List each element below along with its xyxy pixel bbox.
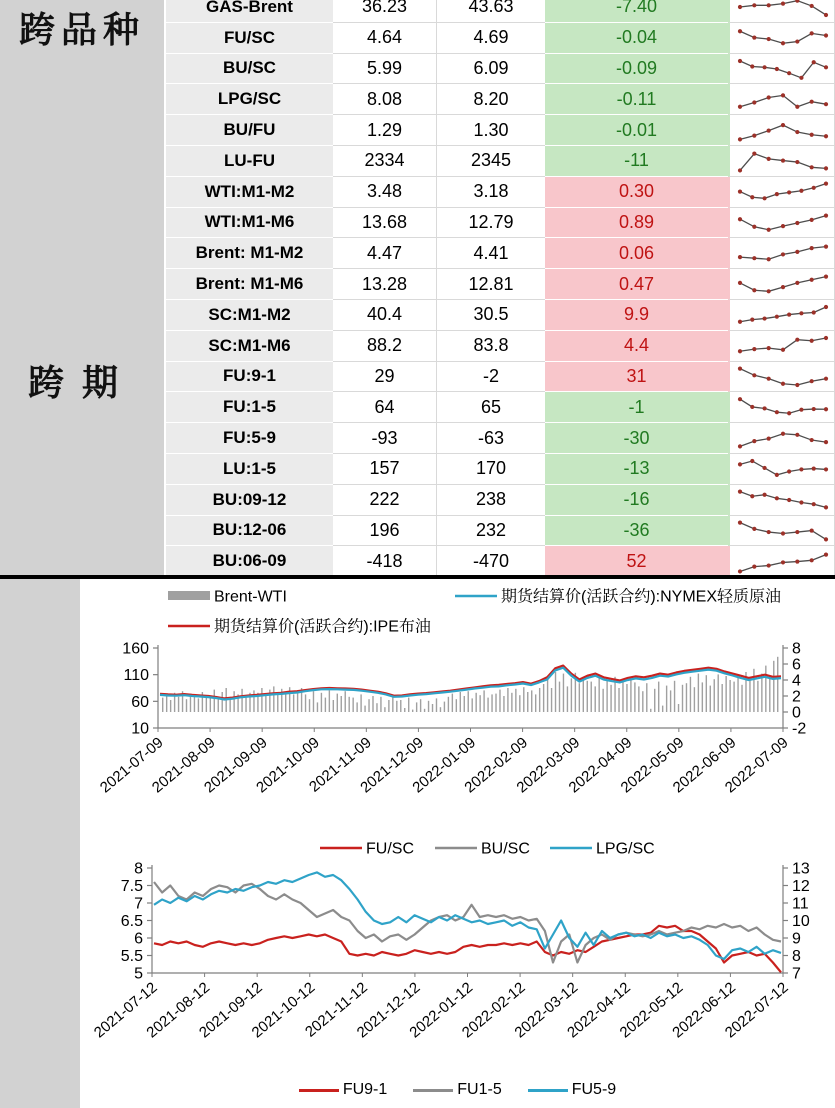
value-current: 1.29 — [333, 115, 437, 146]
table-row — [166, 208, 835, 239]
value-previous: 238 — [437, 485, 545, 516]
value-current: 13.28 — [333, 269, 437, 300]
svg-text:2022-05-12: 2022-05-12 — [616, 979, 687, 1042]
value-change: 52 — [545, 546, 728, 577]
row-label: LU-FU — [166, 146, 333, 177]
value-change: -0.11 — [545, 84, 728, 115]
legend-label: FU9-1 — [342, 1081, 388, 1098]
svg-text:2021-08-12: 2021-08-12 — [143, 979, 214, 1042]
value-change: -11 — [545, 146, 728, 177]
value-previous: 4.69 — [437, 23, 545, 54]
table-row — [166, 177, 835, 208]
svg-text:10: 10 — [131, 720, 149, 738]
table-row — [166, 269, 835, 300]
value-change: 0.06 — [545, 238, 728, 269]
section-column — [0, 0, 166, 577]
svg-text:8: 8 — [792, 948, 801, 965]
sparkline — [730, 454, 834, 483]
svg-text:10: 10 — [792, 913, 810, 930]
sparkline — [730, 362, 834, 391]
svg-text:9: 9 — [792, 930, 801, 948]
value-current: 4.64 — [333, 23, 437, 54]
sparkline-cell — [728, 146, 835, 177]
sparkline-cell — [728, 238, 835, 269]
value-previous: 30.5 — [437, 300, 545, 331]
value-previous: 3.18 — [437, 177, 545, 208]
legend-label: FU5-9 — [571, 1081, 617, 1098]
svg-text:FU/SC: FU/SC — [366, 840, 414, 858]
sparkline-cell — [728, 54, 835, 85]
row-label: BU/FU — [166, 115, 333, 146]
value-change: 0.89 — [545, 208, 728, 239]
row-label: FU/SC — [166, 23, 333, 54]
sparkline-cell — [728, 269, 835, 300]
sparkline — [730, 54, 834, 83]
value-current: 222 — [333, 485, 437, 516]
legend-swatch — [413, 1089, 453, 1092]
sparkline — [730, 485, 834, 514]
svg-text:110: 110 — [123, 667, 149, 685]
sparkline-cell — [728, 115, 835, 146]
svg-text:2021-12-09: 2021-12-09 — [357, 734, 427, 797]
sparkline — [730, 239, 834, 268]
legend-item — [299, 1081, 387, 1099]
svg-text:13: 13 — [792, 860, 810, 878]
row-label: WTI:M1-M2 — [166, 177, 333, 208]
table-row — [166, 300, 835, 331]
value-current: 64 — [333, 392, 437, 423]
row-label: GAS-Brent — [166, 0, 333, 23]
value-previous: 83.8 — [437, 331, 545, 362]
legend-swatch — [299, 1089, 339, 1092]
svg-text:12: 12 — [792, 878, 810, 895]
sparkline — [730, 146, 834, 175]
svg-text:7: 7 — [792, 965, 801, 983]
row-label: BU:09-12 — [166, 485, 333, 516]
sparkline — [730, 208, 834, 237]
sparkline-cell — [728, 208, 835, 239]
table-row — [166, 23, 835, 54]
value-current: 157 — [333, 454, 437, 485]
table-row — [166, 362, 835, 393]
svg-text:6: 6 — [792, 656, 801, 674]
value-change: 9.9 — [545, 300, 728, 331]
section-label-cross-commodity: 跨品种 — [18, 10, 145, 50]
sparkline — [730, 393, 834, 422]
value-current: -93 — [333, 423, 437, 454]
oil-ratio-chart — [80, 826, 835, 1076]
row-label: FU:9-1 — [166, 362, 333, 393]
row-label: WTI:M1-M6 — [166, 208, 333, 239]
svg-text:11: 11 — [792, 895, 809, 913]
svg-text:60: 60 — [131, 693, 149, 711]
sparkline-cell — [728, 454, 835, 485]
table-row — [166, 238, 835, 269]
value-previous: 1.30 — [437, 115, 545, 146]
table-row — [166, 516, 835, 547]
sparkline-cell — [728, 84, 835, 115]
table-row — [166, 0, 835, 23]
table-row — [166, 454, 835, 485]
sparkline-cell — [728, 485, 835, 516]
svg-text:2022-03-12: 2022-03-12 — [511, 979, 582, 1042]
table-row — [166, 84, 835, 115]
sparkline-cell — [728, 0, 835, 23]
svg-text:2022-01-12: 2022-01-12 — [406, 979, 477, 1042]
svg-text:2022-01-09: 2022-01-09 — [409, 734, 480, 797]
row-label: BU:12-06 — [166, 516, 333, 547]
sparkline — [730, 116, 834, 145]
value-previous: 232 — [437, 516, 545, 547]
value-previous: 4.41 — [437, 238, 545, 269]
value-change: -30 — [545, 423, 728, 454]
row-label: FU:5-9 — [166, 423, 333, 454]
svg-text:期货结算价(活跃合约):IPE布油: 期货结算价(活跃合约):IPE布油 — [214, 618, 431, 636]
svg-text:2021-09-12: 2021-09-12 — [196, 979, 266, 1042]
value-current: 5.99 — [333, 54, 437, 85]
row-label: LPG/SC — [166, 84, 333, 115]
table-row — [166, 54, 835, 85]
sparkline — [730, 547, 834, 576]
svg-text:2021-11-12: 2021-11-12 — [302, 979, 371, 1041]
svg-text:2021-12-12: 2021-12-12 — [353, 979, 424, 1042]
svg-text:7.5: 7.5 — [120, 878, 143, 895]
svg-text:2022-07-12: 2022-07-12 — [721, 979, 792, 1042]
table-rows — [166, 0, 835, 577]
table-row — [166, 115, 835, 146]
value-previous: 12.79 — [437, 208, 545, 239]
value-previous: 65 — [437, 392, 545, 423]
value-current: 196 — [333, 516, 437, 547]
svg-text:2022-02-09: 2022-02-09 — [461, 734, 532, 797]
value-current: 2334 — [333, 146, 437, 177]
svg-text:2022-06-09: 2022-06-09 — [669, 734, 740, 797]
table-row — [166, 485, 835, 516]
value-previous: 170 — [437, 454, 545, 485]
table-row — [166, 392, 835, 423]
value-current: -418 — [333, 546, 437, 577]
value-change: -0.09 — [545, 54, 728, 85]
svg-text:2022-04-12: 2022-04-12 — [564, 979, 634, 1042]
sparkline-cell — [728, 300, 835, 331]
value-current: 36.23 — [333, 0, 437, 23]
table-row — [166, 146, 835, 177]
svg-text:8: 8 — [792, 640, 801, 658]
value-change: -7.40 — [545, 0, 728, 23]
value-current: 4.47 — [333, 238, 437, 269]
value-change: -16 — [545, 485, 728, 516]
sparkline-cell — [728, 423, 835, 454]
sparkline — [730, 177, 834, 206]
value-current: 3.48 — [333, 177, 437, 208]
sparkline-cell — [728, 546, 835, 577]
table-row — [166, 423, 835, 454]
left-margin — [0, 579, 80, 1108]
svg-text:5: 5 — [134, 965, 143, 983]
svg-text:4: 4 — [792, 672, 801, 690]
value-previous: -470 — [437, 546, 545, 577]
sparkline — [730, 424, 834, 453]
legend-item — [413, 1081, 501, 1099]
svg-text:2022-07-09: 2022-07-09 — [721, 734, 792, 797]
value-change: 4.4 — [545, 331, 728, 362]
table-row — [166, 546, 835, 577]
value-previous: 12.81 — [437, 269, 545, 300]
value-change: -0.01 — [545, 115, 728, 146]
value-change: 0.30 — [545, 177, 728, 208]
value-previous: 8.20 — [437, 84, 545, 115]
value-change: -13 — [545, 454, 728, 485]
value-current: 88.2 — [333, 331, 437, 362]
sparkline — [730, 300, 834, 329]
value-current: 29 — [333, 362, 437, 393]
svg-text:-2: -2 — [792, 720, 807, 738]
sparkline-cell — [728, 362, 835, 393]
sparkline-cell — [728, 331, 835, 362]
value-previous: 2345 — [437, 146, 545, 177]
sparkline — [730, 331, 834, 360]
value-previous: -63 — [437, 423, 545, 454]
fu-calendar-spread-legend — [80, 1078, 835, 1102]
row-label: FU:1-5 — [166, 392, 333, 423]
svg-text:2021-08-09: 2021-08-09 — [148, 734, 219, 797]
svg-text:2: 2 — [792, 688, 801, 706]
svg-text:0: 0 — [792, 704, 801, 722]
row-label: Brent: M1-M6 — [166, 269, 333, 300]
legend-swatch — [528, 1089, 568, 1092]
svg-text:Brent-WTI: Brent-WTI — [214, 588, 287, 606]
value-current: 8.08 — [333, 84, 437, 115]
svg-text:BU/SC: BU/SC — [481, 840, 530, 858]
value-current: 40.4 — [333, 300, 437, 331]
section-label-calendar-spread: 跨期 — [27, 363, 136, 403]
svg-text:2022-05-09: 2022-05-09 — [617, 734, 688, 797]
crude-oil-price-chart — [80, 579, 835, 826]
value-previous: -2 — [437, 362, 545, 393]
svg-text:LPG/SC: LPG/SC — [596, 840, 655, 858]
sparkline-cell — [728, 177, 835, 208]
row-label: BU:06-09 — [166, 546, 333, 577]
row-label: SC:M1-M2 — [166, 300, 333, 331]
value-previous: 43.63 — [437, 0, 545, 23]
svg-text:2021-10-12: 2021-10-12 — [248, 979, 319, 1042]
value-change: -36 — [545, 516, 728, 547]
value-previous: 6.09 — [437, 54, 545, 85]
sparkline-cell — [728, 23, 835, 54]
svg-text:2022-03-09: 2022-03-09 — [513, 734, 584, 797]
svg-text:2021-10-09: 2021-10-09 — [253, 734, 323, 797]
value-change: -1 — [545, 392, 728, 423]
svg-text:2021-11-09: 2021-11-09 — [306, 734, 375, 796]
svg-text:8: 8 — [134, 860, 143, 878]
svg-text:160: 160 — [122, 640, 149, 658]
sparkline — [730, 270, 834, 299]
legend-item — [528, 1081, 616, 1099]
svg-text:7: 7 — [134, 895, 143, 913]
svg-text:2021-07-09: 2021-07-09 — [96, 734, 167, 797]
table-row — [166, 331, 835, 362]
svg-text:2021-07-12: 2021-07-12 — [90, 979, 161, 1042]
row-label: SC:M1-M6 — [166, 331, 333, 362]
svg-text:5.5: 5.5 — [120, 948, 143, 965]
row-label: LU:1-5 — [166, 454, 333, 485]
value-current: 13.68 — [333, 208, 437, 239]
svg-text:6.5: 6.5 — [120, 913, 143, 930]
sparkline — [730, 516, 834, 545]
sparkline — [730, 0, 834, 21]
svg-text:2022-04-09: 2022-04-09 — [565, 734, 636, 797]
legend-label: FU1-5 — [457, 1081, 502, 1098]
sparkline-cell — [728, 392, 835, 423]
value-change: 0.47 — [545, 269, 728, 300]
row-label: BU/SC — [166, 54, 333, 85]
row-label: Brent: M1-M2 — [166, 238, 333, 269]
sparkline — [730, 85, 834, 114]
value-change: -0.04 — [545, 23, 728, 54]
svg-text:2022-02-12: 2022-02-12 — [458, 979, 529, 1042]
svg-text:期货结算价(活跃合约):NYMEX轻质原油: 期货结算价(活跃合约):NYMEX轻质原油 — [501, 588, 782, 606]
svg-text:6: 6 — [134, 930, 143, 948]
svg-text:2022-06-12: 2022-06-12 — [669, 979, 739, 1042]
sparkline-cell — [728, 516, 835, 547]
sparkline — [730, 23, 834, 52]
value-change: 31 — [545, 362, 728, 393]
svg-text:2021-09-09: 2021-09-09 — [201, 734, 271, 797]
